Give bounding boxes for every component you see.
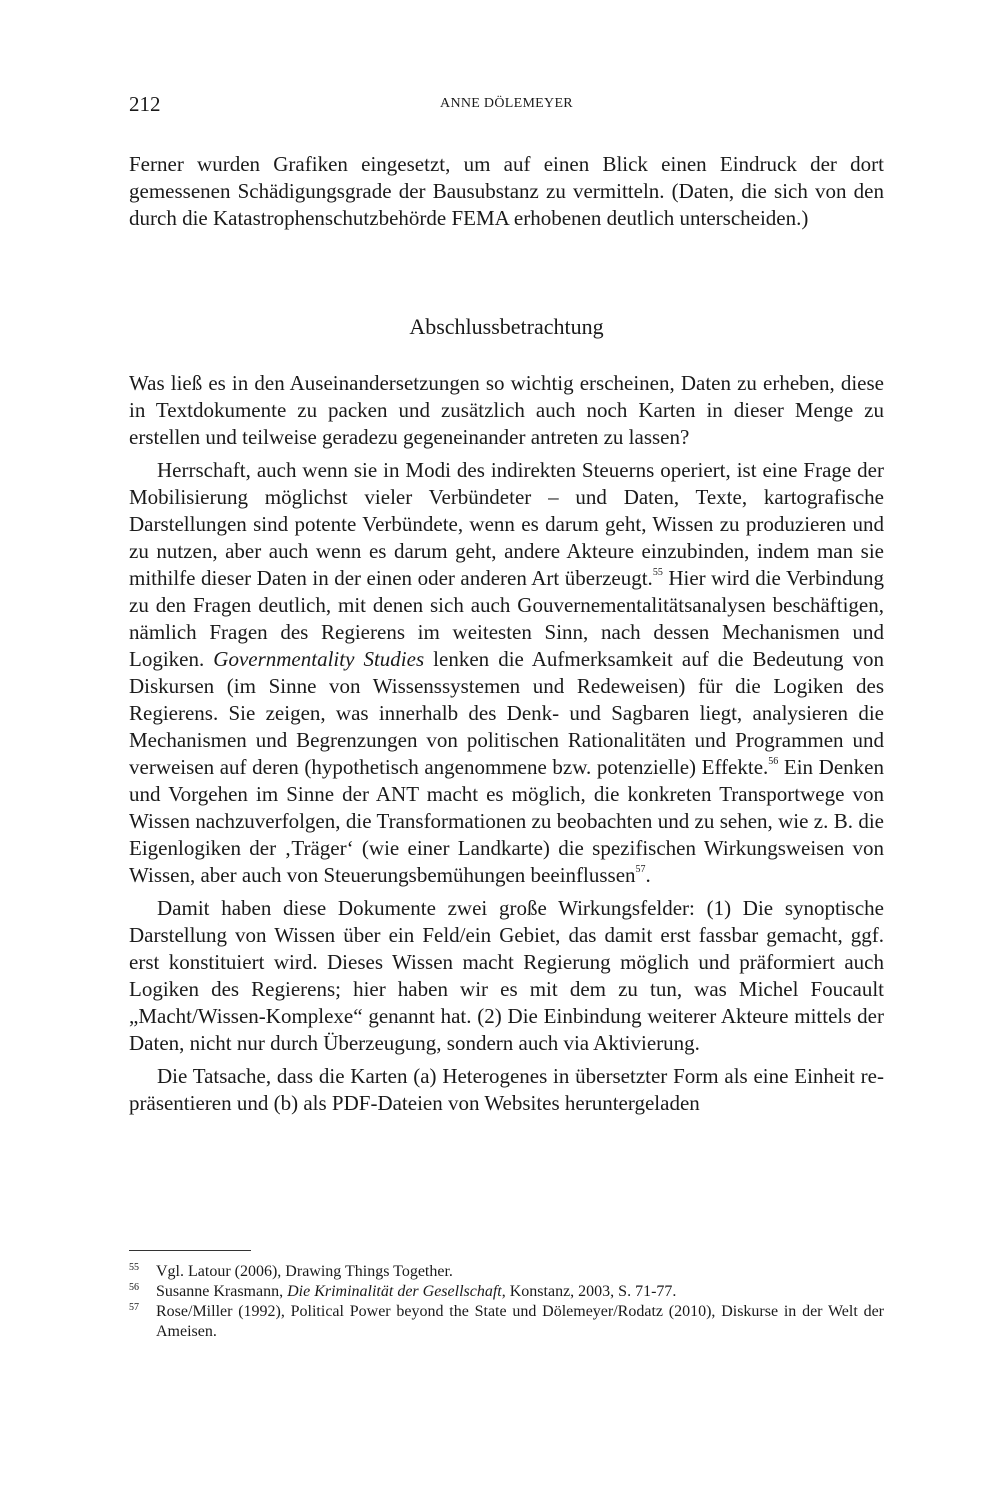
footnote-ref-56[interactable]: 56	[768, 756, 779, 767]
running-title: ANNE DÖLEMEYER	[440, 96, 573, 111]
section-body	[129, 370, 884, 1117]
intro-paragraph: Ferner wurden Grafiken eingesetzt, um auf einen Blick einen Eindruck der dort gemessenen Schädigungsgrade der Bausubstanz zu vermitteln. (Daten, die sich von den durch die Katastrophenschutzbehörde FEMA erhobenen deutlich unterscheiden.)	[129, 152, 884, 230]
running-head	[129, 92, 884, 118]
footnotes	[129, 1262, 884, 1342]
footnote-number: 55	[129, 1262, 139, 1273]
paragraph-2-seg-2: Hier wird die Verbindung zu den Fragen deutlich, mit denen sich auch Gouvernementalitätsanalysen beschäftigen, nämlich Fragen des Regierens im weitesten Sinn, nach dessen Mechanismen und Logiken.	[129, 566, 884, 671]
paragraph-2-seg-3: lenken die Aufmerksamkeit auf die Bedeutung von Diskursen (im Sinne von Wissenssystemen und Redeweisen) für die Logiken des Regierens. Sie zeigen, was innerhalb des Denk- und Sagbaren liegt, analysieren die Mechanismen und Begrenzungen von politischen Rationalitäten und Programmen und verweisen auf deren (hypothetisch angenommene bzw. potenzielle) Effekte.	[129, 647, 884, 779]
footnote-book-title: Die Kriminalität der Gesellschaft	[287, 1283, 502, 1300]
footnote-number: 57	[129, 1302, 139, 1313]
footnote-ref-57[interactable]: 57	[635, 864, 646, 875]
paragraph-2	[129, 457, 884, 889]
footnote-55	[129, 1262, 884, 1282]
page-number: 212	[129, 92, 161, 116]
paragraph-2-seg-1: Herrschaft, auch wenn sie in Modi des indirekten Steuerns operiert, ist eine Frage der Mobilisierung möglichst vieler Verbündeter – und Daten, Texte, kartografische Darstellungen sind potente Verbündete, wenn es darum geht, Wissen zu produzieren und zu nutzen, aber auch wenn es darum geht, andere Akteure einzubinden, indem man sie mithilfe dieser Daten in der einen oder anderen Art überzeugt.	[129, 458, 884, 590]
paragraph-3: Damit haben diese Dokumente zwei große Wirkungsfelder: (1) Die synoptische Darstellung von Wissen über ein Feld/ein Gebiet, das damit erst fassbar gemacht, ggf. erst konstituiert wird. Dieses Wissen macht Regierung möglich und präformiert auch Logiken des Regierens; hier haben wir es mit dem zu tun, was Michel Foucault „Macht/Wissen-Komplexe“ genannt hat. (2) Die Einbindung weiterer Akteure mittels der Daten, nicht nur durch Überzeugung, sondern auch via Aktivierung.	[129, 896, 884, 1055]
footnote-text: Vgl. Latour (2006), Drawing Things Together.	[156, 1263, 453, 1280]
footnote-divider	[129, 1250, 251, 1251]
footnote-number: 56	[129, 1282, 139, 1293]
footnote-text: Rose/Miller (1992), Political Power beyond the State und Dölemeyer/Rodatz (2010), Diskurse in der Welt der Ameisen.	[156, 1303, 884, 1340]
paragraph-2-seg-5: .	[645, 863, 651, 887]
paragraph-2-seg-4: Ein Denken und Vorgehen im Sinne der ANT macht es möglich, die konkreten Transportwege von Wissen nachzuverfolgen, die Transformationen zu beobachten und zu sehen, wie z. B. die Eigenlogiken der ‚Träger‘ (wie einer Landkarte) die spezifischen Wirkungsweisen von Wissen, aber auch von Steuerungsbemühungen beeinflussen	[129, 755, 884, 887]
italic-term: Governmentality Studies	[213, 647, 425, 671]
paragraph-4: Die Tatsache, dass die Karten (a) Heterogenes in übersetzter Form als eine Einheit re-präsentieren und (b) als PDF-Dateien von Websites heruntergeladen	[129, 1064, 884, 1115]
paragraph-1: Was ließ es in den Auseinandersetzungen so wichtig erscheinen, Daten zu erheben, diese in Textdokumente zu packen und zusätzlich auch noch Karten in dieser Menge zu erstellen und teilweise geradezu gegeneinander antreten zu lassen?	[129, 371, 884, 449]
footnote-text-pre: Susanne Krasmann,	[156, 1283, 288, 1300]
footnote-ref-55[interactable]: 55	[652, 567, 663, 578]
intro-text	[129, 151, 884, 232]
section-heading: Abschlussbetrachtung	[409, 314, 604, 339]
footnote-57	[129, 1302, 884, 1342]
footnote-text-post: , Konstanz, 2003, S. 71-77.	[501, 1283, 677, 1300]
footnote-56	[129, 1282, 884, 1302]
